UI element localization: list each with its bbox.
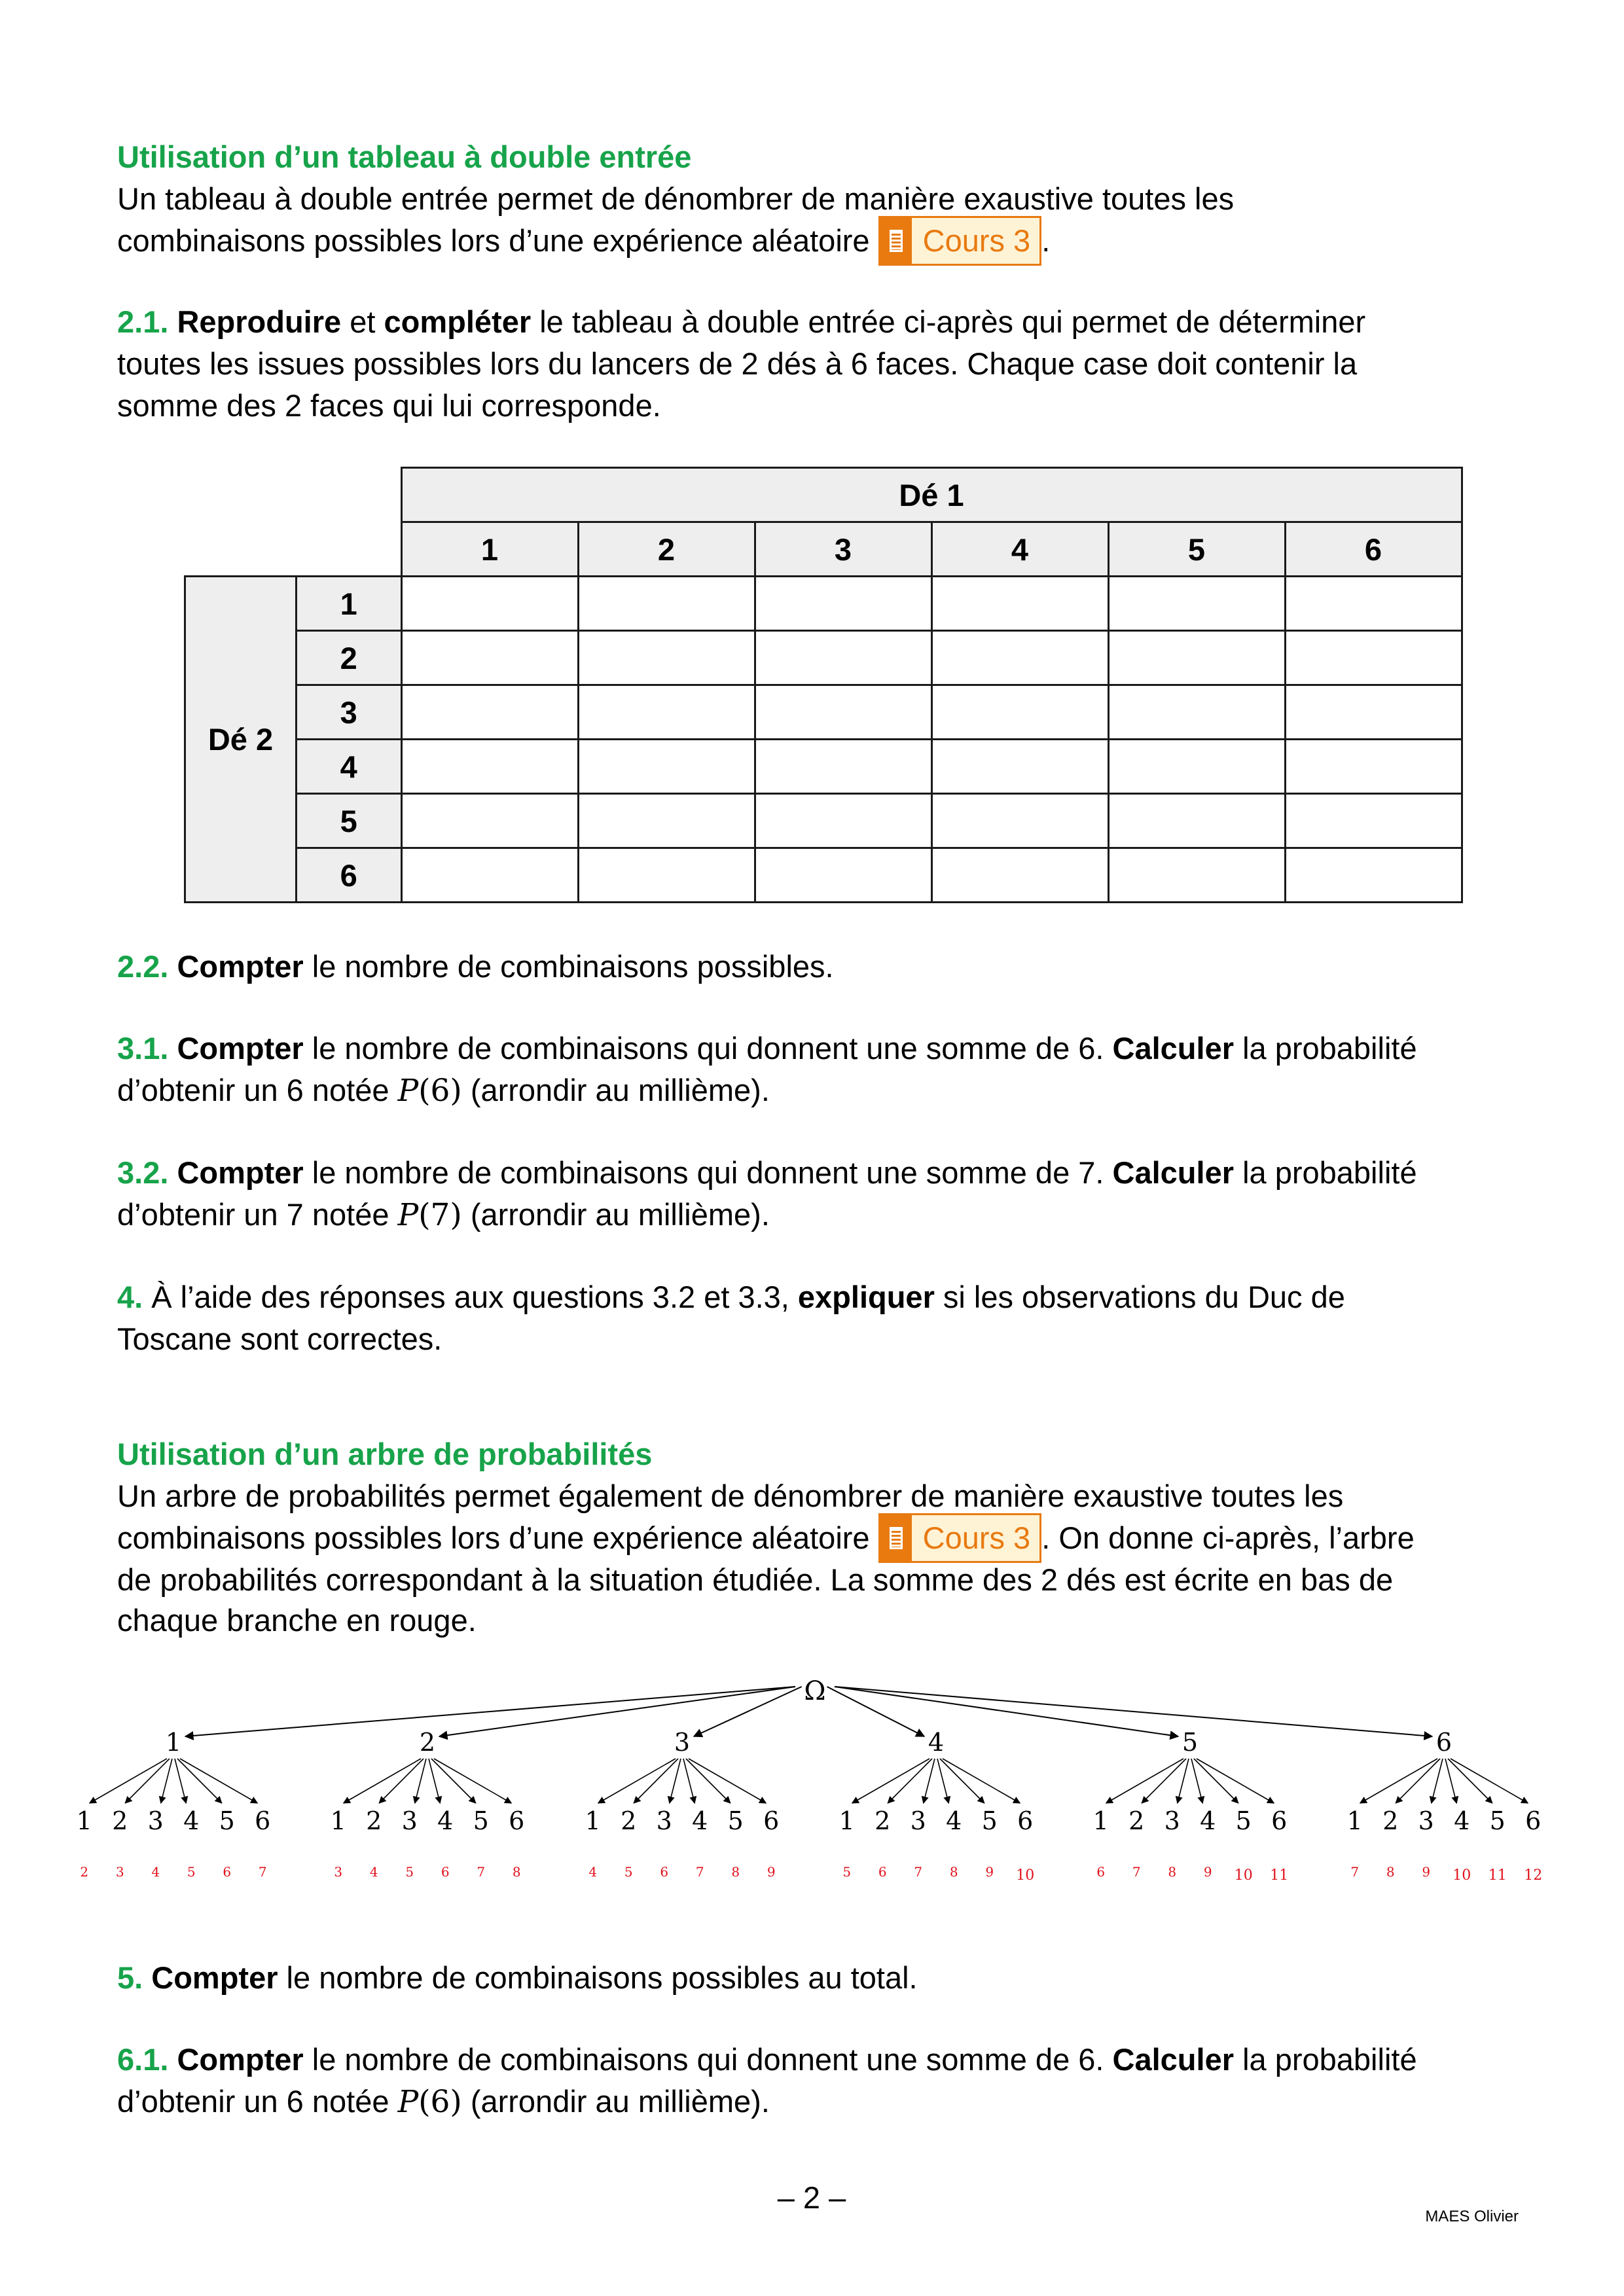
tree-sum-label: 6 — [223, 1864, 232, 1880]
table-cell[interactable] — [1285, 631, 1462, 685]
question-3-1-line1: 3.1. Compter le nombre de combinaisons qui donnent une somme de 6. Calculer la probabilité — [117, 1031, 1417, 1066]
tree-node-die2: 1 — [330, 1806, 346, 1835]
tree-sum-label: 11 — [1488, 1867, 1507, 1884]
tree-node-die2: 4 — [183, 1806, 200, 1835]
table-cell[interactable] — [401, 848, 578, 903]
tree-node-die2: 1 — [585, 1806, 601, 1835]
row-header: 3 — [297, 685, 402, 740]
table-cell[interactable] — [1285, 685, 1462, 740]
tree-node-die2: 5 — [1235, 1806, 1252, 1835]
tree-node-die1: 5 — [1182, 1728, 1199, 1757]
tree-node-die2: 5 — [981, 1806, 998, 1835]
tree-sum-label: 5 — [187, 1864, 196, 1880]
col-header: 6 — [1285, 522, 1462, 577]
table-cell[interactable] — [755, 794, 931, 848]
section2-line2: combinaisons possibles lors d’une expérience aléatoire Cours 3 . On donne ci-après, l’arbre — [117, 1517, 1518, 1563]
table-cell[interactable] — [931, 685, 1108, 740]
question-6-1-line1: 6.1. Compter le nombre de combinaisons qui donnent une somme de 6. Calculer la probabilité — [117, 2042, 1417, 2077]
table-cell[interactable] — [1108, 577, 1285, 631]
tree-node-die2: 5 — [219, 1806, 235, 1835]
tree-sum-label: 4 — [588, 1864, 598, 1880]
tree-sum-label: 6 — [660, 1864, 669, 1880]
tree-node-die2: 3 — [1418, 1806, 1434, 1835]
tree-sum-label: 5 — [405, 1864, 414, 1880]
tree-sum-label: 7 — [695, 1864, 704, 1880]
table-cell[interactable] — [1285, 848, 1462, 903]
page-number: – 2 – — [777, 2180, 846, 2215]
tree-sum-label: 8 — [1168, 1864, 1177, 1880]
tree-node-die2: 4 — [1454, 1806, 1470, 1835]
tree-sum-label: 7 — [477, 1864, 486, 1880]
tree-sum-label: 11 — [1270, 1867, 1289, 1884]
col-group-header-de1: Dé 1 — [401, 468, 1462, 522]
table-cell[interactable] — [931, 631, 1108, 685]
section2-line3: de probabilités correspondant à la situation étudiée. La somme des 2 dés est écrite en bas de — [117, 1562, 1394, 1597]
tree-sum-label: 7 — [914, 1864, 923, 1880]
question-3-1-line2: d’obtenir un 6 notée P(6) (arrondir au millième). — [117, 1073, 770, 1109]
tree-sum-label: 6 — [878, 1864, 887, 1880]
table-cell[interactable] — [401, 631, 578, 685]
section1-intro-line1: Un tableau à double entrée permet de dénombrer de manière exaustive toutes les — [117, 181, 1235, 216]
tree-nodes — [77, 1728, 1543, 1884]
tree-sum-label: 5 — [624, 1864, 633, 1880]
table-cell[interactable] — [578, 848, 755, 903]
col-header: 4 — [931, 522, 1108, 577]
table-cell[interactable] — [755, 740, 931, 794]
tree-node-die2: 2 — [1128, 1806, 1145, 1835]
tree-node-die2: 5 — [473, 1806, 489, 1835]
table-cell[interactable] — [755, 577, 931, 631]
tree-node-die2: 4 — [437, 1806, 454, 1835]
table-cell[interactable] — [1108, 740, 1285, 794]
question-4-line2: Toscane sont correctes. — [117, 1321, 442, 1356]
tree-node-die2: 3 — [147, 1806, 164, 1835]
table-cell[interactable] — [1285, 740, 1462, 794]
tree-sum-label: 5 — [842, 1864, 852, 1880]
tree-node-die2: 5 — [1489, 1806, 1506, 1835]
cours-link-label: Cours 3 — [922, 1520, 1031, 1555]
table-cell[interactable] — [1108, 631, 1285, 685]
table-cell[interactable] — [401, 794, 578, 848]
tree-sum-label: 4 — [151, 1864, 160, 1880]
tree-node-die2: 2 — [1382, 1806, 1399, 1835]
tree-root-omega: Ω — [804, 1676, 826, 1706]
table-cell[interactable] — [401, 740, 578, 794]
tree-sum-label: 4 — [369, 1864, 378, 1880]
table-cell[interactable] — [755, 685, 931, 740]
tree-node-die2: 1 — [839, 1806, 855, 1835]
cours-link-label: Cours 3 — [922, 223, 1031, 258]
tree-node-die2: 2 — [621, 1806, 637, 1835]
table-cell[interactable] — [1108, 685, 1285, 740]
section2-line4: chaque branche en rouge. — [117, 1603, 477, 1638]
tree-node-die1: 6 — [1435, 1728, 1453, 1757]
tree-node-die2: 6 — [1017, 1806, 1034, 1835]
document-icon — [880, 218, 914, 264]
table-cell[interactable] — [578, 685, 755, 740]
row-header: 6 — [297, 848, 402, 903]
tree-node-die2: 2 — [366, 1806, 382, 1835]
question-2-1-line3: somme des 2 faces qui lui corresponde. — [117, 388, 661, 423]
tree-sum-label: 9 — [1422, 1864, 1431, 1880]
row-header: 5 — [297, 794, 402, 848]
tree-node-die2: 2 — [875, 1806, 891, 1835]
table-cell[interactable] — [931, 577, 1108, 631]
author-name: MAES Olivier — [1425, 2208, 1519, 2225]
col-header: 5 — [1108, 522, 1285, 577]
col-header: 3 — [755, 522, 931, 577]
tree-node-die2: 3 — [401, 1806, 418, 1835]
tree-sum-label: 6 — [441, 1864, 450, 1880]
col-header: 2 — [578, 522, 755, 577]
tree-sum-label: 10 — [1016, 1867, 1035, 1884]
tree-node-die1: 3 — [674, 1728, 691, 1757]
table-cell[interactable] — [578, 577, 755, 631]
tree-node-die2: 1 — [1092, 1806, 1109, 1835]
section-heading-tree: Utilisation d’un arbre de probabilités — [117, 1437, 653, 1471]
tree-node-die2: 6 — [255, 1806, 271, 1835]
tree-sum-label: 12 — [1524, 1867, 1543, 1884]
tree-sum-label: 8 — [731, 1864, 740, 1880]
table-cell[interactable] — [931, 794, 1108, 848]
table-cell[interactable] — [931, 740, 1108, 794]
question-2-1-line1: 2.1. Reproduire et compléter le tableau à double entrée ci-après qui permet de déterminer — [117, 304, 1366, 339]
table-cell[interactable] — [755, 631, 931, 685]
tree-node-die2: 6 — [509, 1806, 525, 1835]
row-header: 2 — [297, 631, 402, 685]
question-2-1-line2: toutes les issues possibles lors du lancers de 2 dés à 6 faces. Chaque case doit contenir la — [117, 346, 1358, 381]
section-heading-table: Utilisation d’un tableau à double entrée — [117, 139, 692, 174]
question-3-2-line2: d’obtenir un 7 notée P(7) (arrondir au millième). — [117, 1197, 770, 1233]
table-cell[interactable] — [578, 631, 755, 685]
tree-node-die2: 4 — [946, 1806, 962, 1835]
tree-sum-label: 8 — [512, 1864, 521, 1880]
tree-node-die1: 2 — [419, 1728, 436, 1757]
table-cell[interactable] — [1108, 794, 1285, 848]
tree-sum-label: 10 — [1453, 1867, 1471, 1884]
tree-node-die2: 3 — [1164, 1806, 1180, 1835]
question-6-1-line2: d’obtenir un 6 notée P(6) (arrondir au millième). — [117, 2084, 770, 2120]
table-cell[interactable] — [578, 794, 755, 848]
cours-3-link[interactable] — [878, 216, 1042, 266]
tree-node-die2: 2 — [112, 1806, 128, 1835]
probability-tree — [0, 1662, 1624, 1911]
math-p: P — [397, 1073, 419, 1109]
row-group-header-de2: Dé 2 — [185, 577, 297, 903]
tree-node-die2: 1 — [1346, 1806, 1363, 1835]
table-cell[interactable] — [1285, 577, 1462, 631]
question-3-2-line1: 3.2. Compter le nombre de combinaisons qui donnent une somme de 7. Calculer la probabilité — [117, 1155, 1417, 1190]
tree-node-die1: 1 — [165, 1728, 182, 1757]
tree-node-die2: 6 — [763, 1806, 780, 1835]
tree-node-die1: 4 — [928, 1728, 945, 1757]
section1-intro-line2: combinaisons possibles lors d’une expérience aléatoire Cours 3 . — [117, 220, 1518, 266]
table-cell[interactable] — [931, 848, 1108, 903]
section2-line1: Un arbre de probabilités permet également de dénombrer de manière exaustive toutes les — [117, 1479, 1344, 1513]
table-cell[interactable] — [755, 848, 931, 903]
tree-sum-label: 10 — [1234, 1867, 1253, 1884]
tree-sum-label: 2 — [80, 1864, 89, 1880]
col-header: 1 — [401, 522, 578, 577]
question-4-line1: 4. À l’aide des réponses aux questions 3.2 et 3.3, expliquer si les observations du Duc de — [117, 1280, 1345, 1314]
row-header: 1 — [297, 577, 402, 631]
tree-sum-label: 7 — [258, 1864, 267, 1880]
tree-node-die2: 4 — [692, 1806, 708, 1835]
tree-sum-label: 3 — [334, 1864, 343, 1880]
table-cell[interactable] — [578, 740, 755, 794]
table-cell[interactable] — [1285, 794, 1462, 848]
tree-node-die2: 1 — [76, 1806, 92, 1835]
tree-node-die2: 5 — [727, 1806, 744, 1835]
double-entry-table — [184, 467, 1463, 903]
row-header: 4 — [297, 740, 402, 794]
table-cell[interactable] — [1108, 848, 1285, 903]
tree-node-die2: 6 — [1525, 1806, 1542, 1835]
tree-node-die2: 4 — [1200, 1806, 1216, 1835]
tree-sum-label: 8 — [949, 1864, 958, 1880]
question-2-2: 2.2. Compter le nombre de combinaisons possibles. — [117, 949, 834, 984]
tree-sum-label: 6 — [1096, 1864, 1106, 1880]
tree-node-die2: 3 — [910, 1806, 926, 1835]
tree-sum-label: 7 — [1132, 1864, 1141, 1880]
tree-node-die2: 6 — [1271, 1806, 1288, 1835]
tree-sum-label: 9 — [985, 1864, 994, 1880]
tree-sum-label: 3 — [115, 1864, 124, 1880]
tree-sum-label: 9 — [1203, 1864, 1212, 1880]
cours-3-link[interactable] — [878, 1513, 1042, 1563]
document-icon — [880, 1515, 914, 1561]
table-cell[interactable] — [401, 577, 578, 631]
question-5: 5. Compter le nombre de combinaisons possibles au total. — [117, 1960, 918, 1995]
tree-sum-label: 7 — [1350, 1864, 1360, 1880]
tree-sum-label: 9 — [767, 1864, 776, 1880]
table-cell[interactable] — [401, 685, 578, 740]
tree-sum-label: 8 — [1386, 1864, 1395, 1880]
tree-node-die2: 3 — [656, 1806, 672, 1835]
